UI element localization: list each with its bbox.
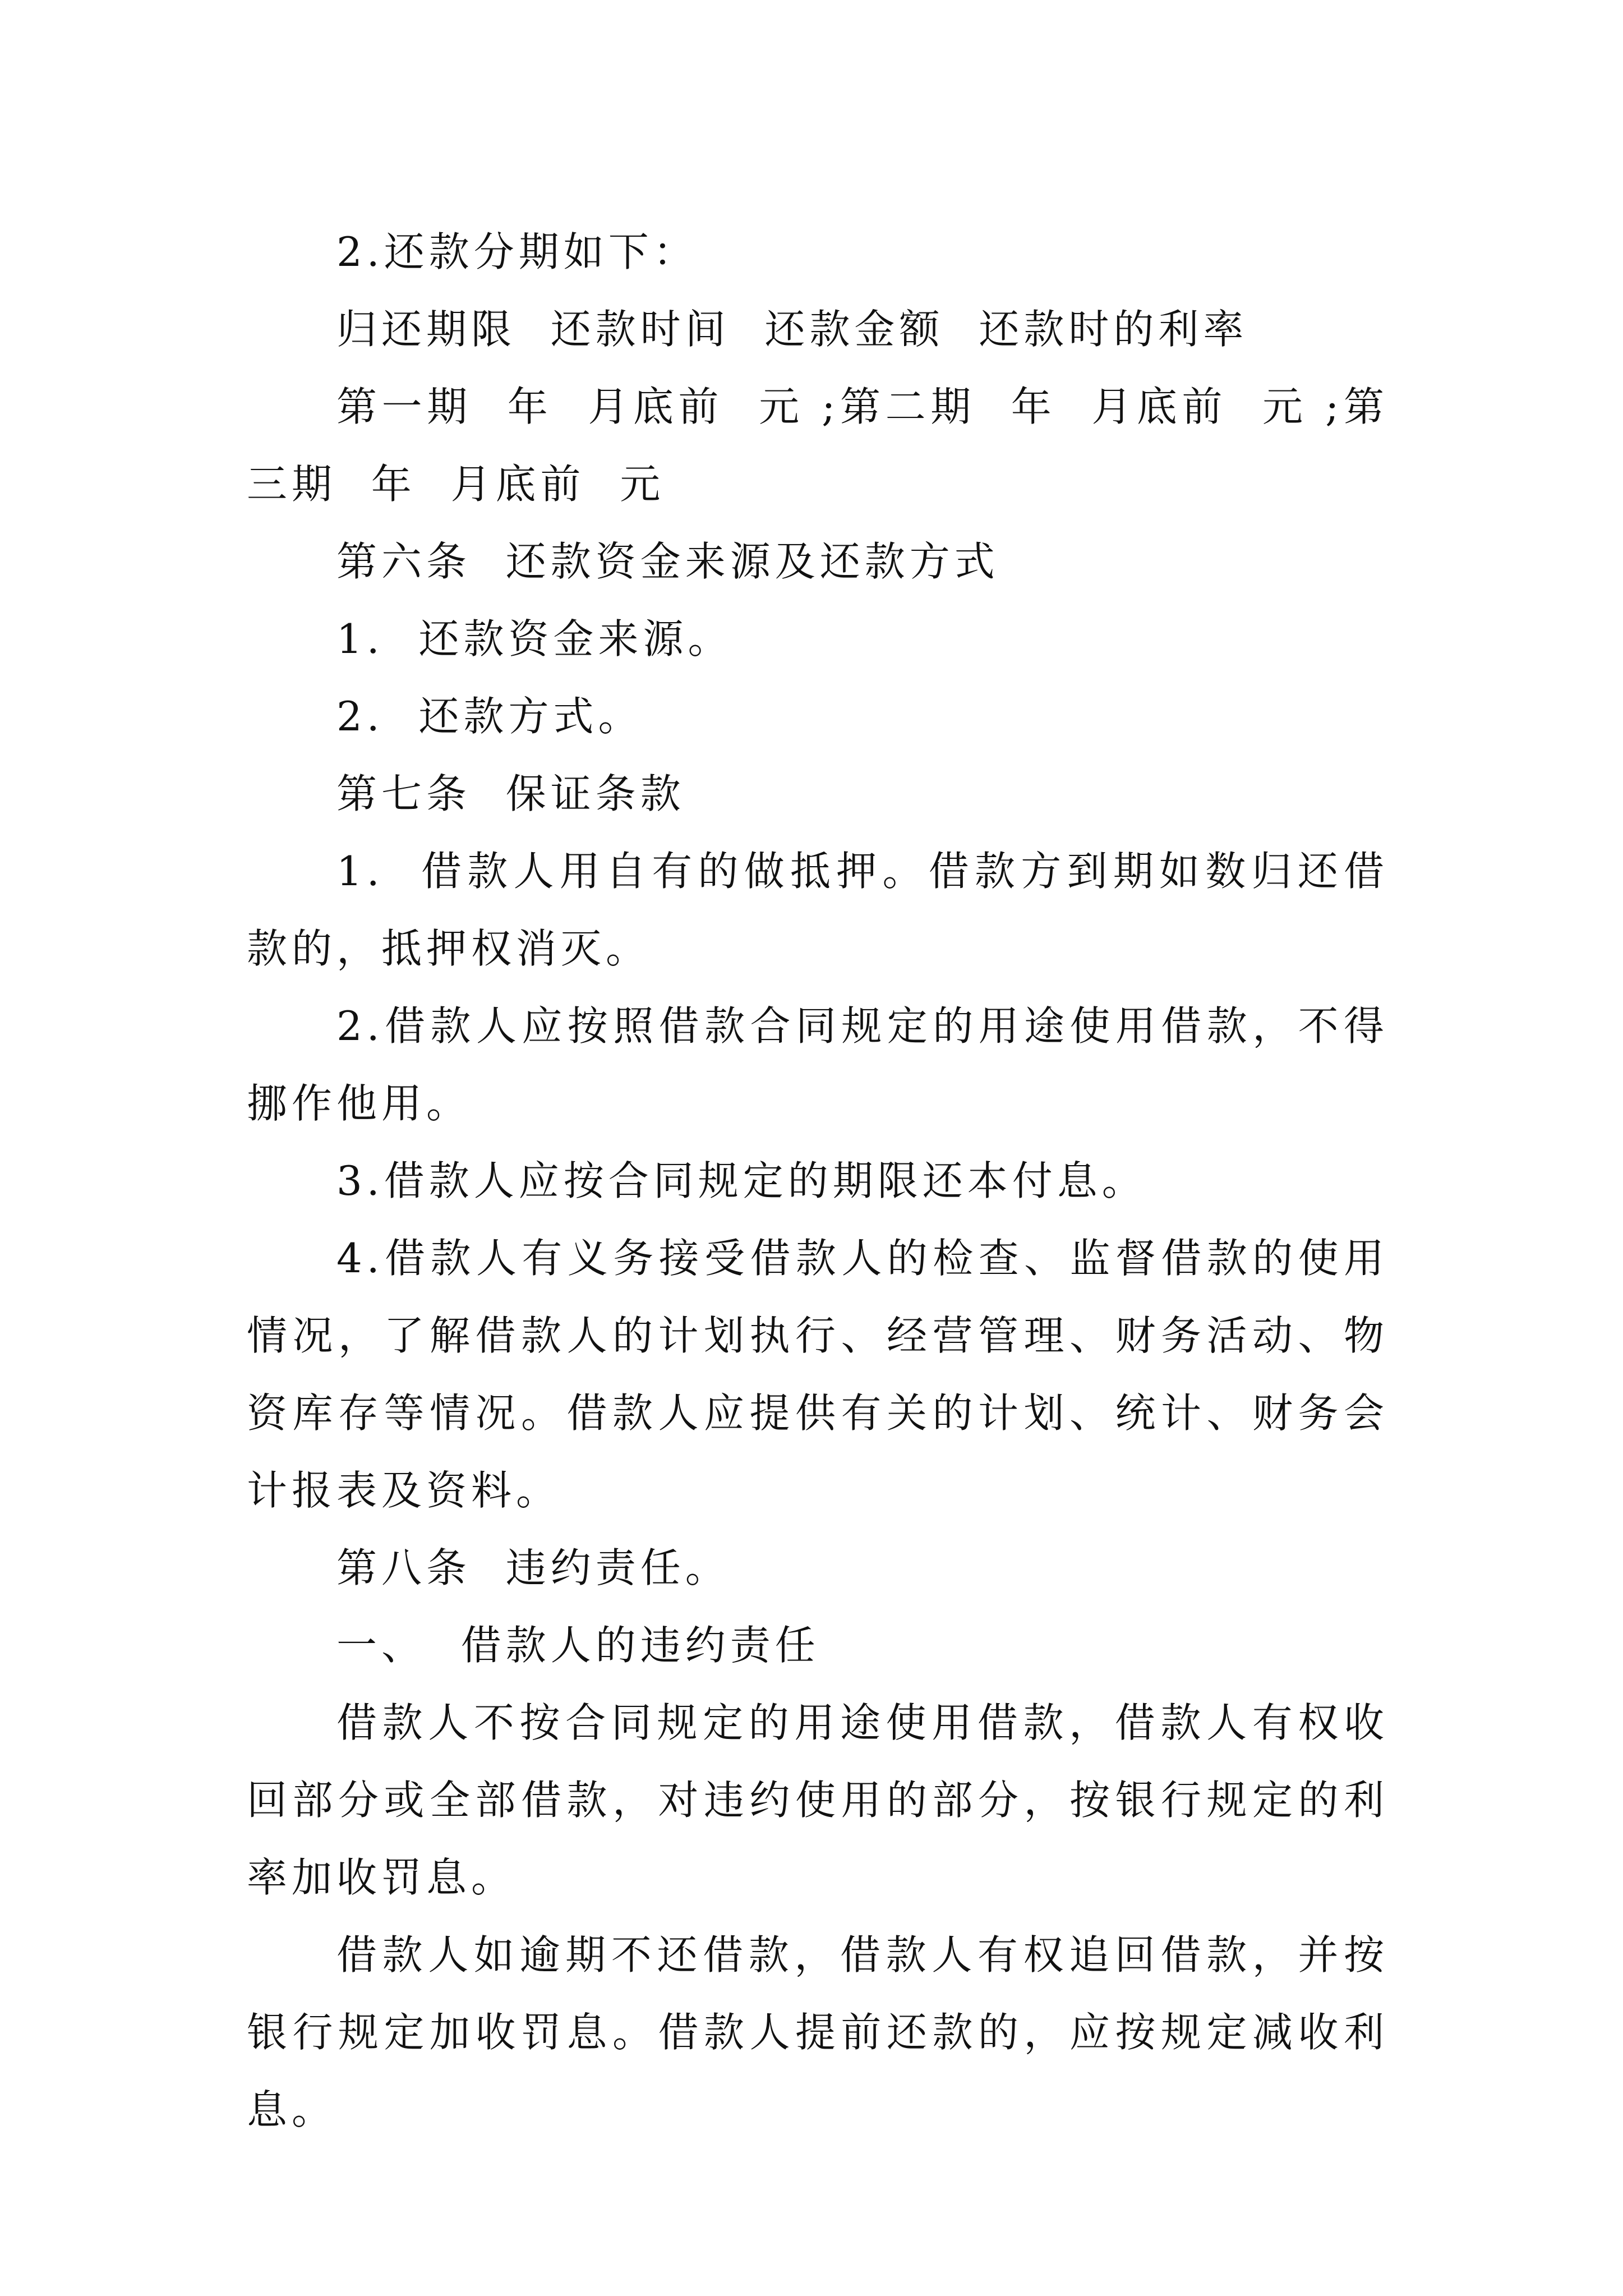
document-body	[247, 213, 1389, 2148]
paragraph-liability-overdue: 借款人如逾期不还借款，借款人有权追回借款，并按银行规定加收罚息。借款人提前还款的，应按规定减收利息。	[247, 1931, 1389, 2133]
paragraph-repayment-source: 1. 还款资金来源。	[336, 615, 733, 662]
paragraph-repayment-method: 2. 还款方式。	[336, 693, 643, 740]
paragraph-installment-columns: 归还期限 还款时间 还款金额 还款时的利率	[336, 306, 1248, 353]
paragraph-guarantee-4: 4.借款人有义务接受借款人的检查、监督借款的使用情况，了解借款人的计划执行、经营管理、财务活动、物资库存等情况。借款人应提供有关的计划、统计、财务会计报表及资料。	[247, 1235, 1389, 1514]
paragraph-guarantee-2: 2.借款人应按照借款合同规定的用途使用借款，不得挪作他用。	[247, 1002, 1389, 1127]
paragraph-installment-periods: 第一期 年 月底前 元 ;第二期 年 月底前 元 ;第三期 年 月底前 元	[247, 383, 1389, 508]
article-8-heading: 第八条 违约责任。	[336, 1544, 730, 1591]
section-borrower-liability-heading: 一、 借款人的违约责任	[336, 1622, 820, 1669]
article-6-heading: 第六条 还款资金来源及还款方式	[336, 538, 999, 585]
article-7-heading: 第七条 保证条款	[336, 770, 685, 817]
paragraph-installments-heading: 2.还款分期如下：	[336, 228, 698, 275]
paragraph-liability-misuse: 借款人不按合同规定的用途使用借款，借款人有权收回部分或全部借款，对违约使用的部分，按银行规定的利率加收罚息。	[247, 1699, 1389, 1901]
paragraph-guarantee-3: 3.借款人应按合同规定的期限还本付息。	[336, 1157, 1147, 1204]
paragraph-guarantee-1: 1. 借款人用自有的做抵押。借款方到期如数归还借款的，抵押权消灭。	[247, 848, 1389, 972]
